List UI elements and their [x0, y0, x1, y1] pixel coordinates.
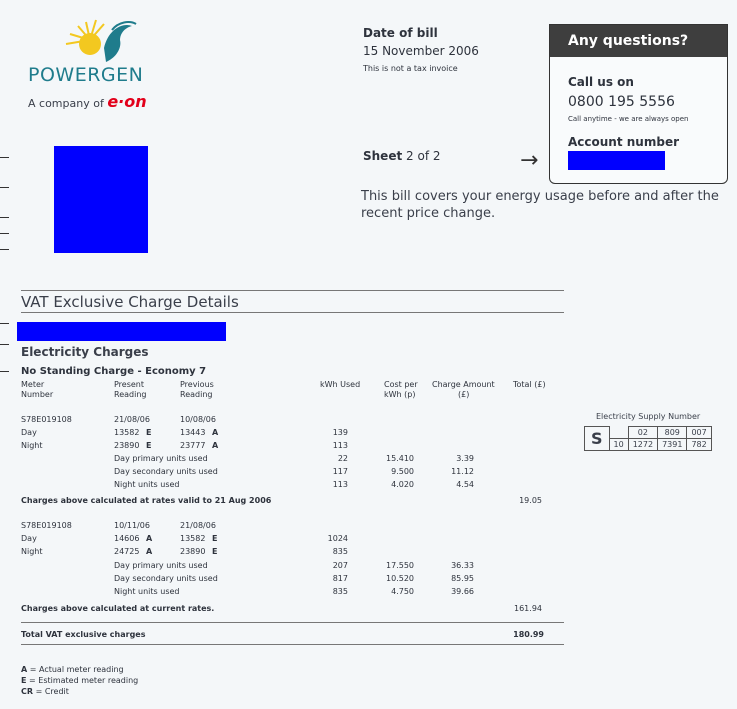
b2-line1-label: Day primary units used	[114, 561, 208, 570]
b1-line1-cost: 15.410	[386, 454, 414, 463]
total-rule-bottom	[21, 644, 564, 645]
supply-bottom-2: 1272	[628, 439, 657, 451]
supply-bottom-4: 782	[687, 439, 711, 451]
b1-line1-charge: 3.39	[456, 454, 474, 463]
header-total: Total (£)	[513, 380, 546, 389]
b1-meter: S78E019108	[21, 415, 72, 424]
b2-night-present-flag: A	[146, 547, 153, 556]
b1-line3-label: Night units used	[114, 480, 180, 489]
supply-number-title: Electricity Supply Number	[596, 412, 701, 421]
b2-line2-kwh: 817	[332, 574, 348, 583]
b1-day-present-flag: E	[146, 428, 152, 437]
b2-line2-label: Day secondary units used	[114, 574, 218, 583]
b1-line2-kwh: 117	[332, 467, 348, 476]
b2-line3-cost: 4.750	[391, 587, 414, 596]
b1-day-present: 13582	[114, 428, 140, 437]
supply-number	[584, 412, 712, 451]
b1-night-previous-flag: A	[212, 441, 219, 450]
brand-name: POWERGEN	[28, 64, 144, 86]
b1-line3-kwh: 113	[332, 480, 348, 489]
header-charge-2: (£)	[458, 390, 470, 399]
b2-day-previous: 13582	[180, 534, 206, 543]
b2-night-previous: 23890	[180, 547, 206, 556]
call-label: Call us on	[568, 75, 634, 89]
b2-day-kwh: 1024	[327, 534, 348, 543]
b2-line1-charge: 36.33	[451, 561, 474, 570]
arrow-icon: →	[520, 148, 539, 173]
header-cost-1: Cost per	[384, 380, 418, 389]
b2-line2-charge: 85.95	[451, 574, 474, 583]
b2-night-present: 24725	[114, 547, 140, 556]
usage-note-line1: This bill covers your energy usage before and after the	[361, 189, 719, 204]
b2-day-label: Day	[21, 534, 37, 543]
legend-item: CR = Credit	[21, 687, 69, 696]
b1-night-label: Night	[21, 441, 43, 450]
b1-previous-date: 10/08/06	[180, 415, 216, 424]
b2-line2-cost: 10.520	[386, 574, 414, 583]
b1-night-previous: 23777	[180, 441, 206, 450]
b2-line3-label: Night units used	[114, 587, 180, 596]
b2-night-label: Night	[21, 547, 43, 556]
supply-top-2: 809	[658, 427, 687, 439]
supply-top-1: 02	[628, 427, 657, 439]
total-rule-top	[21, 622, 564, 623]
charges-title: VAT Exclusive Charge Details	[21, 293, 239, 311]
header-previous-1: Previous	[180, 380, 214, 389]
header-charge-1: Charge Amount	[432, 380, 495, 389]
legend	[21, 664, 138, 697]
b1-line2-cost: 9.500	[391, 467, 414, 476]
grand-total-value: 180.99	[513, 630, 544, 639]
tax-note: This is not a tax invoice	[363, 64, 458, 73]
sheet-label: Sheet	[363, 149, 403, 163]
questions-title: Any questions?	[550, 25, 727, 57]
header-previous-2: Reading	[180, 390, 213, 399]
b1-line1-label: Day primary units used	[114, 454, 208, 463]
section-title: Electricity Charges	[21, 345, 149, 359]
supply-bottom-1: 10	[609, 439, 628, 451]
usage-note-line2: recent price change.	[361, 206, 496, 221]
tariff-name: No Standing Charge - Economy 7	[21, 366, 207, 377]
legend-item: A = Actual meter reading	[21, 665, 124, 674]
b1-total: 19.05	[519, 496, 542, 505]
b2-total: 161.94	[514, 604, 542, 613]
b2-line3-charge: 39.66	[451, 587, 474, 596]
sheet-value: 2 of 2	[406, 149, 441, 163]
b2-day-present-flag: A	[146, 534, 153, 543]
header-present-1: Present	[114, 380, 145, 389]
b1-day-previous-flag: A	[212, 428, 219, 437]
b2-previous-date: 21/08/06	[180, 521, 216, 530]
b1-day-previous: 13443	[180, 428, 206, 437]
company-prefix: A company of	[28, 97, 104, 110]
grand-total-label: Total VAT exclusive charges	[21, 630, 146, 639]
date-value: 15 November 2006	[363, 44, 479, 58]
header-kwh: kWh Used	[320, 380, 361, 389]
supply-letter: S	[585, 427, 610, 451]
call-note: Call anytime - we are always open	[568, 115, 689, 123]
b2-day-present: 14606	[114, 534, 140, 543]
supply-top-3: 007	[687, 427, 711, 439]
b2-line1-cost: 17.550	[386, 561, 414, 570]
supply-bottom-3: 7391	[658, 439, 687, 451]
eon-logo: e·on	[107, 92, 147, 111]
phone-number: 0800 195 5556	[568, 94, 675, 110]
b2-summary: Charges above calculated at current rates.	[21, 604, 215, 613]
header-cost-2: kWh (p)	[384, 390, 416, 399]
b2-night-previous-flag: E	[212, 547, 218, 556]
b2-meter: S78E019108	[21, 521, 72, 530]
legend-item: E = Estimated meter reading	[21, 676, 139, 685]
b2-line3-kwh: 835	[332, 587, 348, 596]
b1-night-present: 23890	[114, 441, 140, 450]
b1-day-label: Day	[21, 428, 37, 437]
b2-day-previous-flag: E	[212, 534, 218, 543]
b2-night-kwh: 835	[332, 547, 348, 556]
supply-number-grid	[584, 426, 712, 451]
b1-line2-charge: 11.12	[451, 467, 474, 476]
b1-night-kwh: 113	[332, 441, 348, 450]
header-meter-2: Number	[21, 390, 54, 399]
b2-present-date: 10/11/06	[114, 521, 150, 530]
b1-line2-label: Day secondary units used	[114, 467, 218, 476]
b1-line3-cost: 4.020	[391, 480, 414, 489]
b1-line1-kwh: 22	[337, 454, 348, 463]
b1-summary: Charges above calculated at rates valid to 21 Aug 2006	[21, 496, 272, 505]
account-label: Account number	[568, 135, 679, 149]
b1-line3-charge: 4.54	[456, 480, 474, 489]
b1-present-date: 21/08/06	[114, 415, 150, 424]
header-meter-1: Meter	[21, 380, 45, 389]
b2-line1-kwh: 207	[332, 561, 348, 570]
date-label: Date of bill	[363, 26, 438, 40]
header-present-2: Reading	[114, 390, 147, 399]
b1-night-present-flag: E	[146, 441, 152, 450]
b1-day-kwh: 139	[332, 428, 348, 437]
